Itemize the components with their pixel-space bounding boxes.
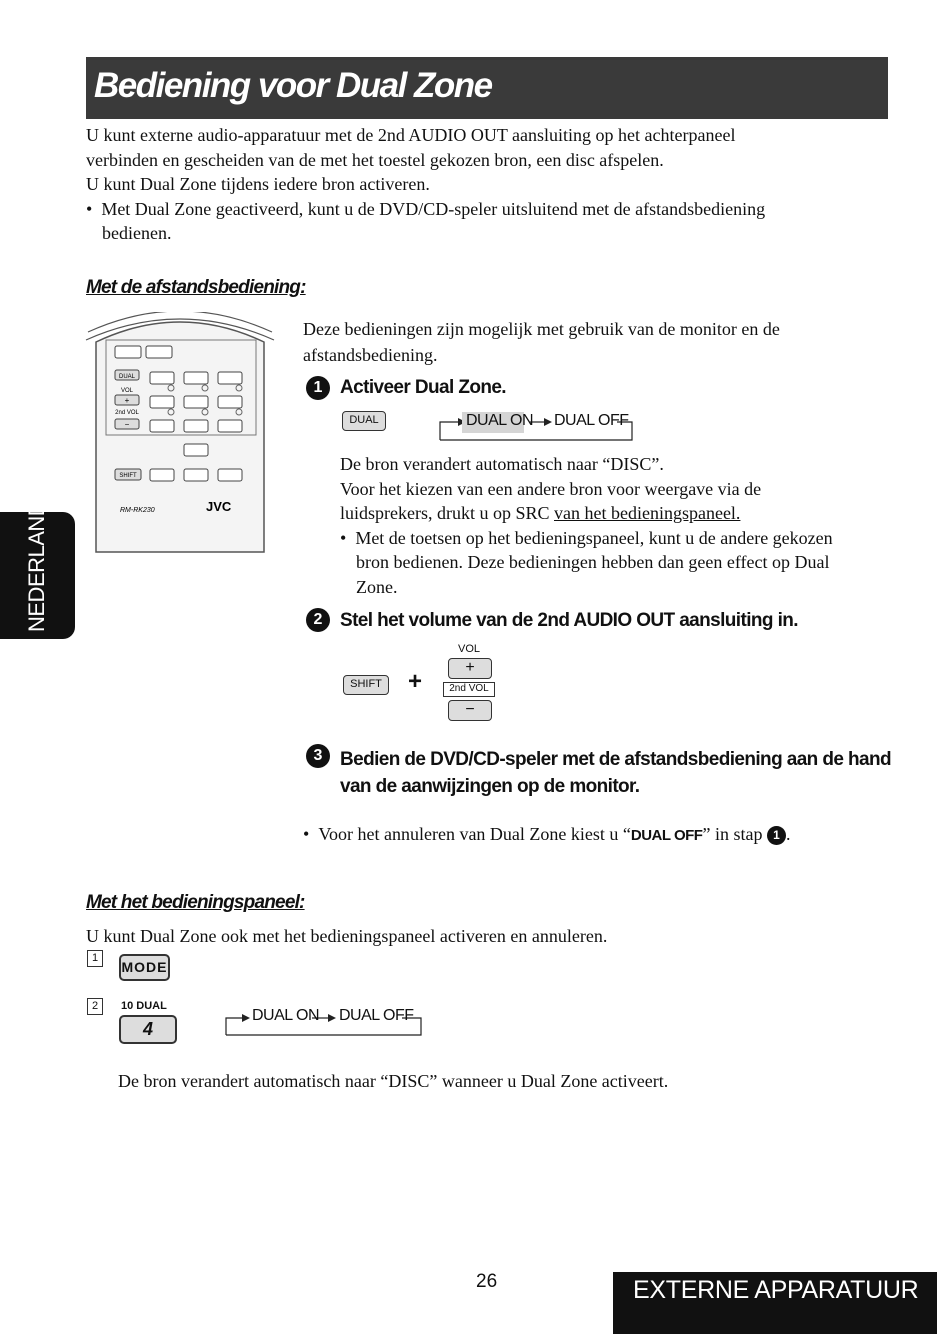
- vol-2nd-label: 2nd VOL: [443, 682, 495, 697]
- intro-line-2: verbinden en gescheiden van de met het toestel gekozen bron, een disc afspelen.: [86, 149, 664, 170]
- intro-line-1: U kunt externe audio-apparatuur met de 2nd AUDIO OUT aansluiting op het achterpaneel: [86, 125, 736, 145]
- page-title: Bediening voor Dual Zone: [94, 66, 492, 105]
- cancel-note: • Voor het annuleren van Dual Zone kiest u “DUAL OFF” in stap 1 .: [303, 824, 791, 844]
- plus-sign: +: [408, 668, 423, 695]
- panel-step-2-number: 2: [87, 998, 103, 1015]
- remote-heading: Met de afstandsbediening:: [86, 277, 306, 298]
- step-1-text: De bron verandert automatisch naar “DISC”. Voor het kiezen van een andere bron voor weergave via de luidsprekers, drukt u op SRC van het bedieningspaneel. • Met de toetsen op het bedieningspaneel, kunt u de andere gekozen bron bedienen. Deze bedieningen hebben dan geen effect op Dual Zone.: [340, 454, 833, 597]
- page-title-bar: [86, 57, 888, 119]
- shift-key: SHIFT: [343, 675, 389, 695]
- remote-plus-label: +: [124, 396, 130, 405]
- section-footer-tab: [613, 1272, 937, 1334]
- panel-heading: Met het bedieningspaneel:: [86, 892, 305, 913]
- key-top-label: 10 DUAL: [121, 1000, 167, 1012]
- panel-flow-dual-off: DUAL OFF: [339, 1007, 414, 1024]
- intro-text: [86, 123, 886, 246]
- dual-key: DUAL: [342, 411, 386, 431]
- remote-2ndvol-label: 2nd VOL: [115, 410, 139, 416]
- mode-key: MODE: [119, 954, 170, 981]
- language-label: NEDERLANDS: [24, 486, 49, 632]
- remote-description: Deze bedieningen zijn mogelijk met gebruik van de monitor en de afstandsbediening.: [303, 319, 780, 365]
- page-number: 26: [476, 1271, 498, 1292]
- intro-line-3: U kunt Dual Zone tijdens iedere bron activeren.: [86, 174, 430, 194]
- step-3-number: 3: [306, 744, 330, 768]
- step-3-title: Bedien de DVD/CD-speler met de afstandsbediening aan de hand van de aanwijzingen op de monitor.: [340, 749, 892, 797]
- flow-dual-off: DUAL OFF: [554, 412, 629, 429]
- step-2-title: Stel het volume van de 2nd AUDIO OUT aansluiting in.: [340, 610, 798, 631]
- remote-minus-label: −: [124, 420, 130, 429]
- step-1-number: 1: [306, 376, 330, 400]
- panel-flow-dual-on: DUAL ON: [252, 1007, 320, 1024]
- remote-shift-label: SHIFT: [119, 473, 137, 479]
- flow-dual-on: DUAL ON: [466, 412, 534, 429]
- remote-dual-label: DUAL: [118, 374, 136, 380]
- step-1-title: Activeer Dual Zone.: [340, 377, 506, 398]
- language-side-tab: [0, 486, 75, 639]
- remote-brand-logo: JVC: [206, 499, 232, 514]
- panel-step-1-number: 1: [87, 950, 103, 967]
- vol-plus-key: +: [448, 658, 492, 679]
- remote-vol-label: VOL: [120, 388, 134, 394]
- section-footer-label: EXTERNE APPARATUUR: [633, 1276, 919, 1304]
- panel-note: De bron verandert automatisch naar “DISC” wanneer u Dual Zone activeert.: [118, 1071, 669, 1091]
- key-4: 4: [119, 1015, 177, 1044]
- remote-illustration: [84, 312, 276, 562]
- panel-intro: U kunt Dual Zone ook met het bedieningspaneel activeren en annuleren.: [86, 926, 608, 946]
- step-2-number: 2: [306, 608, 330, 632]
- remote-model-label: RM-RK230: [120, 507, 155, 514]
- intro-bullet: • Met Dual Zone geactiveerd, kunt u de DVD/CD-speler uitsluitend met de afstandsbediening bedienen.: [86, 198, 766, 243]
- vol-minus-key: −: [448, 700, 492, 721]
- cancel-step-ref: 1: [767, 826, 786, 845]
- vol-label: VOL: [458, 643, 481, 655]
